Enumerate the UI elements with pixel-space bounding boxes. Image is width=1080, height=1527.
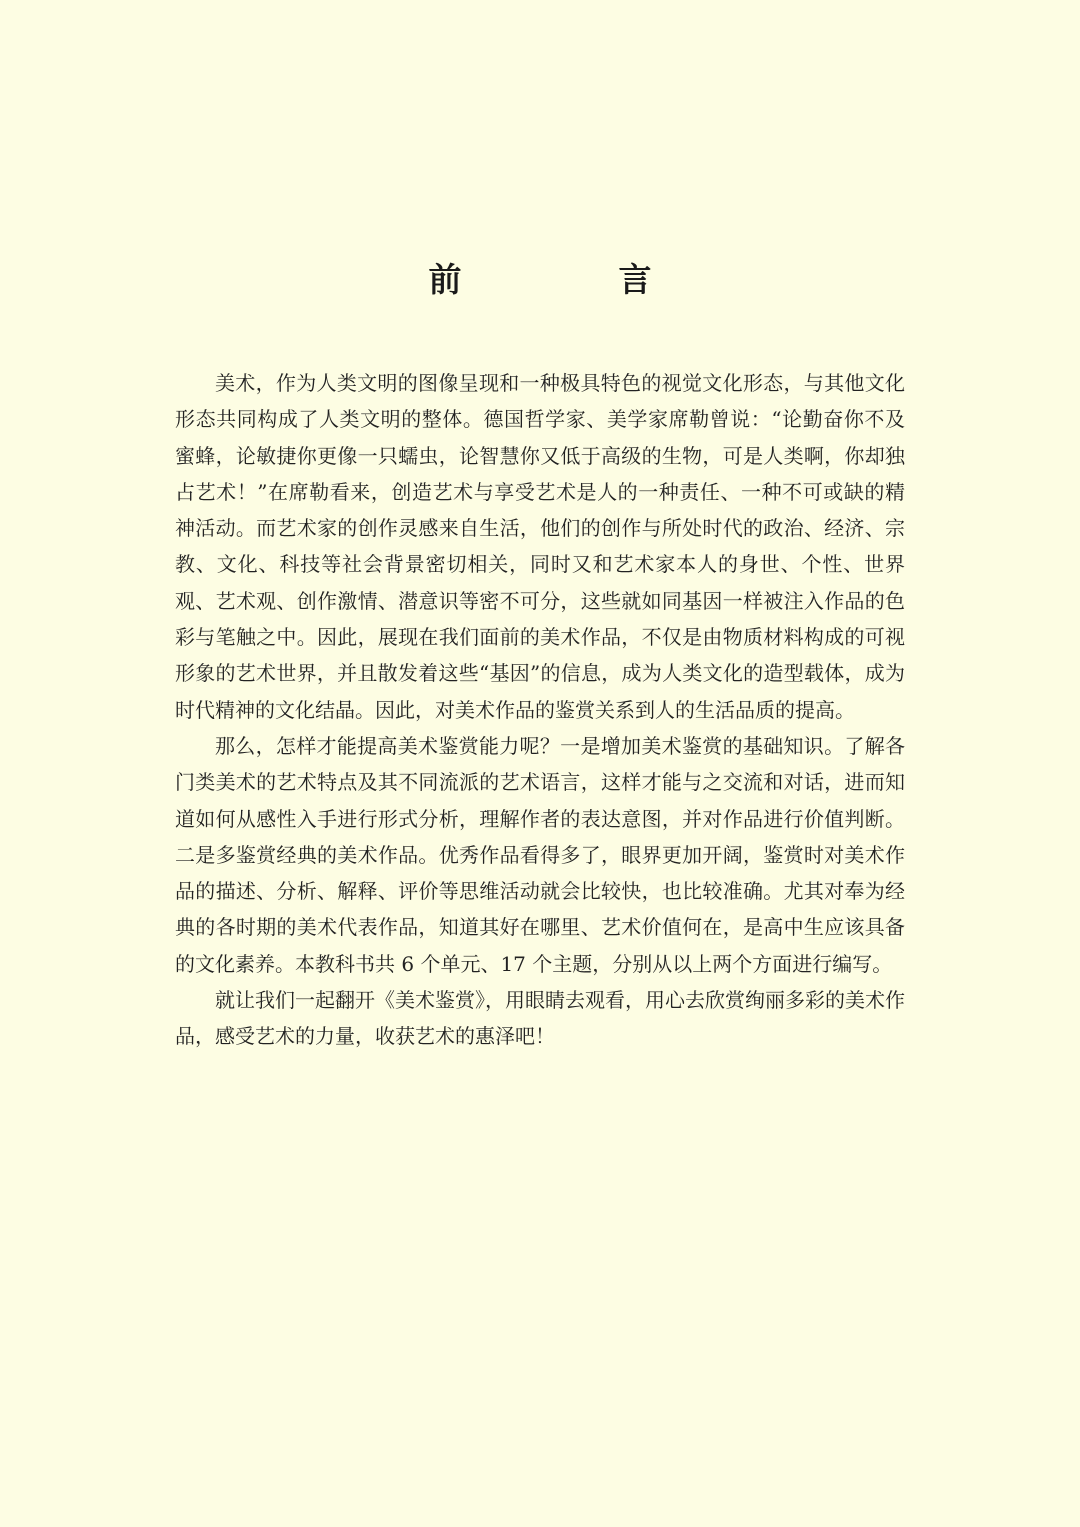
preface-body <box>175 365 905 1055</box>
paragraph-2: 那么，怎样才能提高美术鉴赏能力呢？一是增加美术鉴赏的基础知识。了解各门类美术的艺术特点及其不同流派的艺术语言，这样才能与之交流和对话，进而知道如何从感性入手进行形式分析，理解作者的表达意图，并对作品进行价值判断。二是多鉴赏经典的美术作品。优秀作品看得多了，眼界更加开阔，鉴赏时对美术作品的描述、分析、解释、评价等思维活动就会比较快，也比较准确。尤其对奉为经典的各时期的美术代表作品，知道其好在哪里、艺术价值何在，是高中生应该具备的文化素养。本教科书共 6 个单元、17 个主题，分别从以上两个方面进行编写。 <box>175 733 905 976</box>
paragraph-1: 美术，作为人类文明的图像呈现和一种极具特色的视觉文化形态，与其他文化形态共同构成了人类文明的整体。德国哲学家、美学家席勒曾说：“论勤奋你不及蜜蜂，论敏捷你更像一只蠕虫，论智慧你又低于高级的生物，可是人类啊，你却独占艺术！”在席勒看来，创造艺术与享受艺术是人的一种责任、一种不可或缺的精神活动。而艺术家的创作灵感来自生活，他们的创作与所处时代的政治、经济、宗教、文化、科技等社会背景密切相关，同时又和艺术家本人的身世、个性、世界观、艺术观、创作激情、潜意识等密不可分，这些就如同基因一样被注入作品的色彩与笔触之中。因此，展现在我们面前的美术作品，不仅是由物质材料构成的可视形象的艺术世界，并且散发着这些“基因”的信息，成为人类文化的造型载体，成为时代精神的文化结晶。因此，对美术作品的鉴赏关系到人的生活品质的提高。 <box>175 371 905 722</box>
paragraph-3: 就让我们一起翻开《美术鉴赏》，用眼睛去观看，用心去欣赏绚丽多彩的美术作品，感受艺术的力量，收获艺术的惠泽吧！ <box>175 988 905 1049</box>
page-title: 前 言 <box>428 260 714 299</box>
